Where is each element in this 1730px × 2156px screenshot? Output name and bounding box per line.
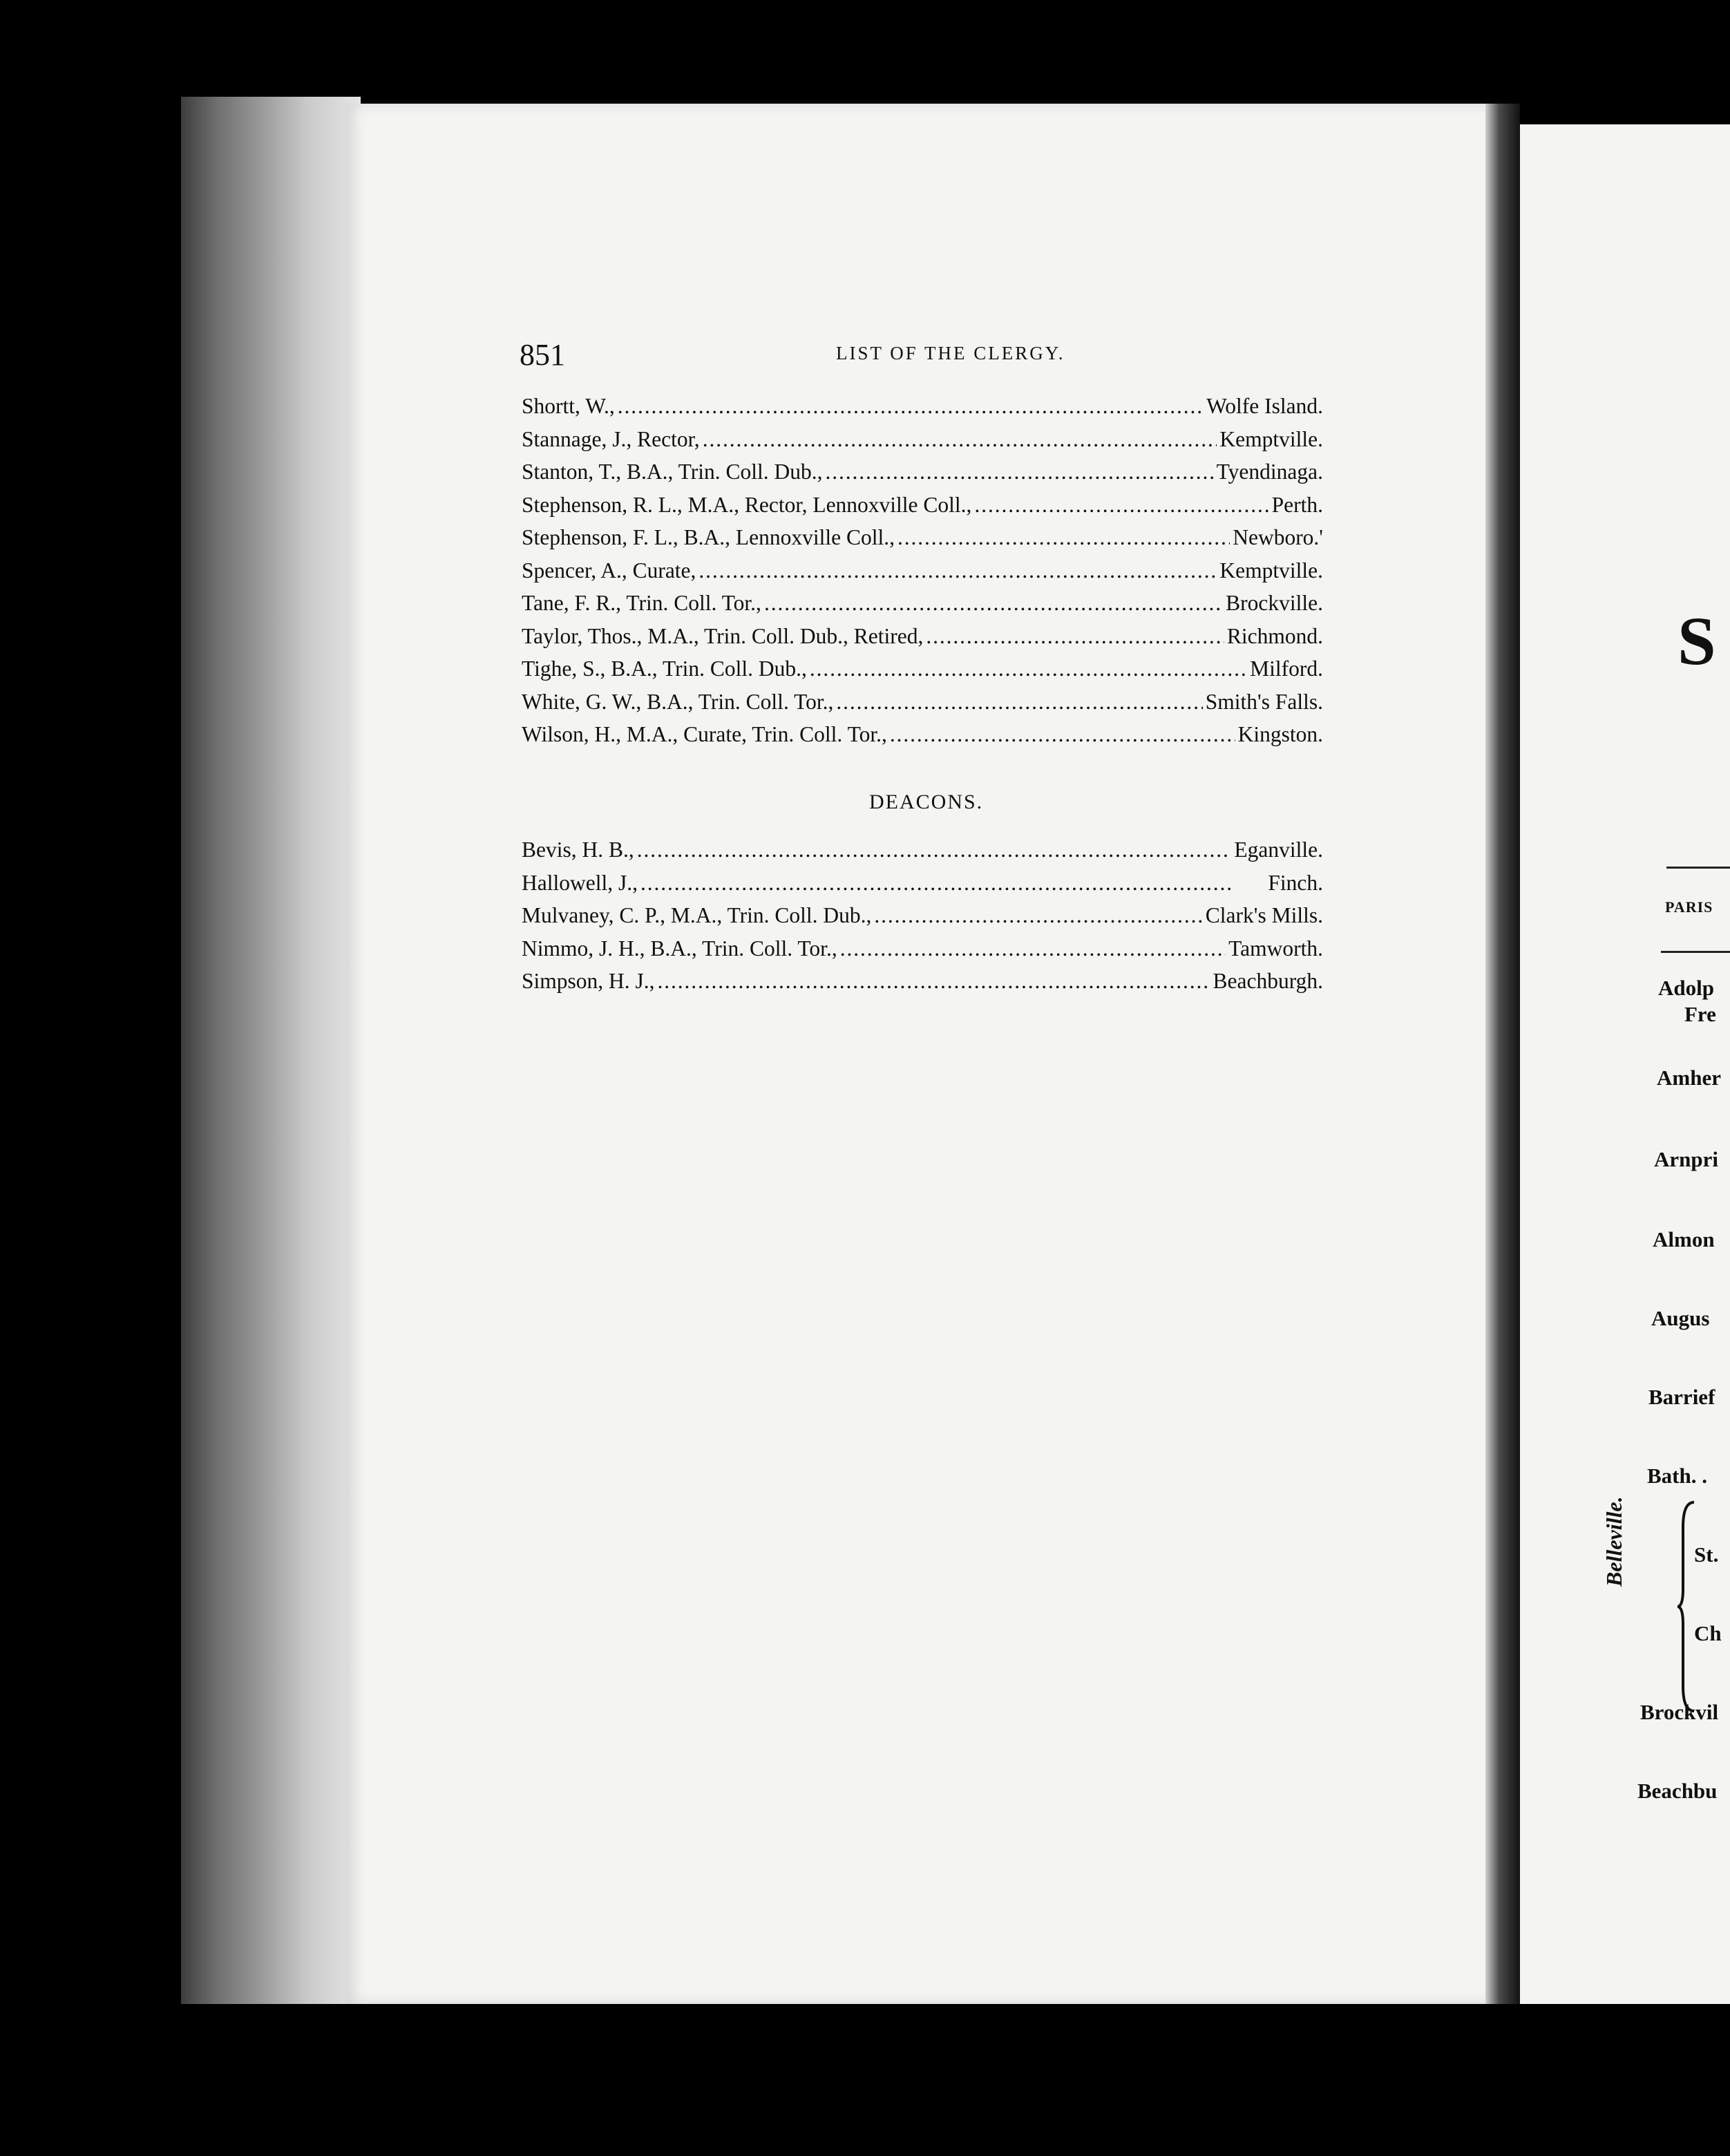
clergy-name: White, G. W., B.A., Trin. Coll. Tor., xyxy=(522,689,834,714)
belleville-brace xyxy=(1676,1500,1697,1714)
dot-leader xyxy=(926,624,1224,649)
clergy-entry xyxy=(522,427,1323,460)
parish-entry: Fre xyxy=(1684,1002,1716,1026)
parish-entry: Amher xyxy=(1657,1066,1721,1090)
clergy-place: Richmond. xyxy=(1226,623,1323,648)
clergy-entry xyxy=(522,656,1323,690)
parish-entry: Beachbu xyxy=(1637,1779,1718,1803)
deacon-entry xyxy=(522,903,1323,936)
clergy-name: Shortt, W., xyxy=(522,394,615,418)
book-gutter xyxy=(1485,104,1520,2004)
deacon-place: Clark's Mills. xyxy=(1205,903,1323,927)
clergy-entry xyxy=(522,394,1323,427)
clergy-place: Smith's Falls. xyxy=(1205,689,1323,714)
clergy-name: Wilson, H., M.A., Curate, Trin. Coll. Tor., xyxy=(522,722,887,746)
clergy-entry xyxy=(522,624,1323,657)
parish-entry: Augus xyxy=(1651,1306,1710,1330)
header-rule xyxy=(1661,951,1730,953)
deacon-entry xyxy=(522,936,1323,970)
running-head: LIST OF THE CLERGY. xyxy=(836,343,1065,363)
deacon-place: Finch. xyxy=(1268,870,1323,895)
dot-leader xyxy=(764,591,1223,616)
parish-entry: Almon xyxy=(1653,1227,1715,1251)
page-number: 851 xyxy=(520,338,565,372)
clergy-place: Kemptville. xyxy=(1219,558,1323,583)
deacon-place: Beachburgh. xyxy=(1213,969,1323,993)
parish-entry: Barrief xyxy=(1648,1385,1715,1409)
dot-leader xyxy=(974,493,1268,518)
clergy-place: Brockville. xyxy=(1226,591,1323,615)
deacon-place: Tamworth. xyxy=(1228,936,1323,961)
dot-leader xyxy=(836,690,1202,715)
deacon-entry xyxy=(522,969,1323,1002)
clergy-entry xyxy=(522,460,1323,493)
clergy-name: Stephenson, R. L., M.A., Rector, Lennoxville Coll., xyxy=(522,492,972,517)
clergy-name: Stanton, T., B.A., Trin. Coll. Dub., xyxy=(522,460,823,484)
parish-entry: Arnpri xyxy=(1654,1147,1718,1171)
clergy-place: Kingston. xyxy=(1237,722,1323,746)
clergy-place: Wolfe Island. xyxy=(1206,394,1323,418)
right-page-big-letter: S xyxy=(1677,603,1716,679)
dot-leader xyxy=(826,460,1214,484)
deacon-name: Bevis, H. B., xyxy=(522,838,634,862)
clergy-name: Tighe, S., B.A., Trin. Coll. Dub., xyxy=(522,656,807,681)
dot-leader xyxy=(618,394,1204,419)
left-page xyxy=(345,104,1499,2004)
clergy-name: Taylor, Thos., M.A., Trin. Coll. Dub., Retired, xyxy=(522,623,924,648)
dot-leader xyxy=(703,427,1217,452)
clergy-place: Kemptville. xyxy=(1219,426,1323,451)
parish-entry: Brockvil xyxy=(1640,1700,1719,1724)
deacon-place: Eganville. xyxy=(1234,838,1323,862)
clergy-place: Tyendinaga. xyxy=(1216,460,1323,484)
clergy-entry xyxy=(522,558,1323,592)
deacon-name: Nimmo, J. H., B.A., Trin. Coll. Tor., xyxy=(522,936,837,961)
parish-entry: St. xyxy=(1694,1542,1719,1567)
clergy-entry xyxy=(522,493,1323,526)
dot-leader xyxy=(658,969,1210,994)
deacon-name: Mulvaney, C. P., M.A., Trin. Coll. Dub., xyxy=(522,903,872,927)
clergy-name: Spencer, A., Curate, xyxy=(522,558,696,583)
clergy-place: Milford. xyxy=(1250,656,1323,681)
clergy-entry xyxy=(522,525,1323,558)
page-edge-line xyxy=(335,104,336,2004)
deacons-list xyxy=(522,838,1323,1002)
dot-leader xyxy=(698,558,1217,583)
deacons-heading: DEACONS. xyxy=(869,791,984,813)
clergy-entry xyxy=(522,722,1323,755)
deacon-entry xyxy=(522,871,1323,904)
clergy-entry xyxy=(522,591,1323,624)
parish-column-header: PARIS xyxy=(1665,898,1713,916)
header-rule xyxy=(1666,867,1730,869)
dot-leader xyxy=(840,936,1226,961)
deacon-name: Hallowell, J., xyxy=(522,870,638,895)
clergy-place: Perth. xyxy=(1271,492,1323,517)
dot-leader xyxy=(897,525,1230,550)
clergy-entry xyxy=(522,690,1323,723)
clergy-name: Stephenson, F. L., B.A., Lennoxville Coll., xyxy=(522,525,895,549)
parish-entry: Bath. . xyxy=(1647,1464,1707,1488)
parish-entry: Ch xyxy=(1694,1621,1722,1645)
clergy-place: Newboro.' xyxy=(1233,525,1323,549)
page-edge-stack xyxy=(181,97,361,2004)
dot-leader xyxy=(640,871,1265,896)
dot-leader xyxy=(890,722,1235,747)
dot-leader xyxy=(810,656,1247,681)
deacon-name: Simpson, H. J., xyxy=(522,969,655,993)
clergy-list xyxy=(522,394,1323,755)
clergy-name: Tane, F. R., Trin. Coll. Tor., xyxy=(522,591,761,615)
dot-leader xyxy=(874,903,1202,928)
clergy-name: Stannage, J., Rector, xyxy=(522,426,700,451)
parish-entry: Adolp xyxy=(1658,976,1714,1000)
dot-leader xyxy=(637,838,1232,862)
deacon-entry xyxy=(522,838,1323,871)
belleville-label: Belleville. xyxy=(1601,1496,1626,1587)
